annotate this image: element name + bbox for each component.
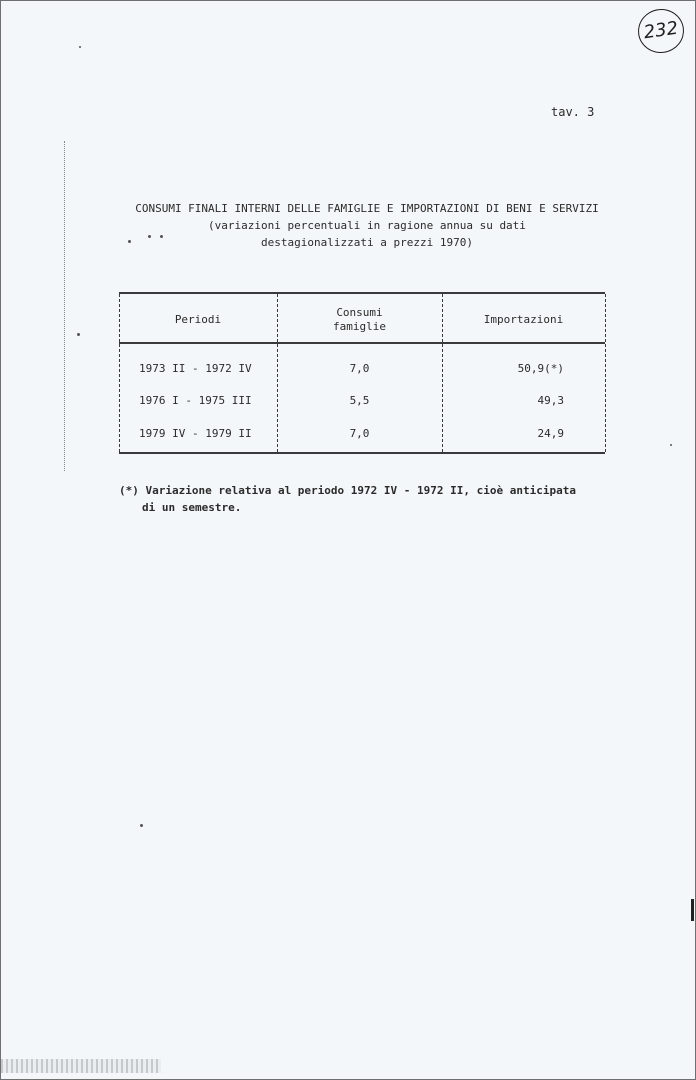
cell-importazioni: 49,3 [537,394,564,407]
scan-speck [148,235,151,238]
table-row [119,394,605,410]
scan-speck [670,444,672,446]
header-periodi: Periodi [174,313,222,326]
page-number-stamp: 232 [635,6,687,56]
title-line-3: destagionalizzati a prezzi 1970) [261,236,473,249]
footnote [119,482,609,516]
scan-edge-mark [691,899,694,921]
cell-consumi: 7,0 [349,362,370,375]
scan-speck [79,46,81,48]
cell-consumi: 7,0 [349,427,370,440]
cell-importazioni: 24,9 [537,427,564,440]
header-consumi-line1: Consumi [336,306,383,319]
footnote-line-1: (*) Variazione relativa al periodo 1972 IV - 1972 II, cioè anticipata [119,484,576,497]
cell-consumi: 5,5 [349,394,370,407]
scan-speck [77,333,80,336]
margin-punch-marks [64,141,65,471]
header-importazioni: Importazioni [483,313,564,326]
table-row [119,427,605,443]
table-border-right [605,294,606,452]
title-line-1: CONSUMI FINALI INTERNI DELLE FAMIGLIE E IMPORTAZIONI DI BENI E SERVIZI [135,202,599,215]
scan-bottom-strip [1,1059,161,1073]
table-reference: tav. 3 [551,105,595,119]
title-line-2: (variazioni percentuali in ragione annua su dati [208,219,526,232]
scan-speck [140,824,143,827]
data-table [119,292,605,454]
cell-periodo: 1979 IV - 1979 II [139,427,252,440]
header-consumi-line2: famiglie [333,320,386,333]
scan-speck [160,235,163,238]
table-title [111,200,623,251]
cell-importazioni: 50,9(*) [517,362,564,375]
footnote-line-2: di un semestre. [142,501,242,514]
scan-speck [128,240,131,243]
header-consumi [277,306,442,334]
cell-periodo: 1976 I - 1975 III [139,394,252,407]
header-separator [119,342,605,344]
cell-periodo: 1973 II - 1972 IV [139,362,252,375]
table-row [119,362,605,378]
